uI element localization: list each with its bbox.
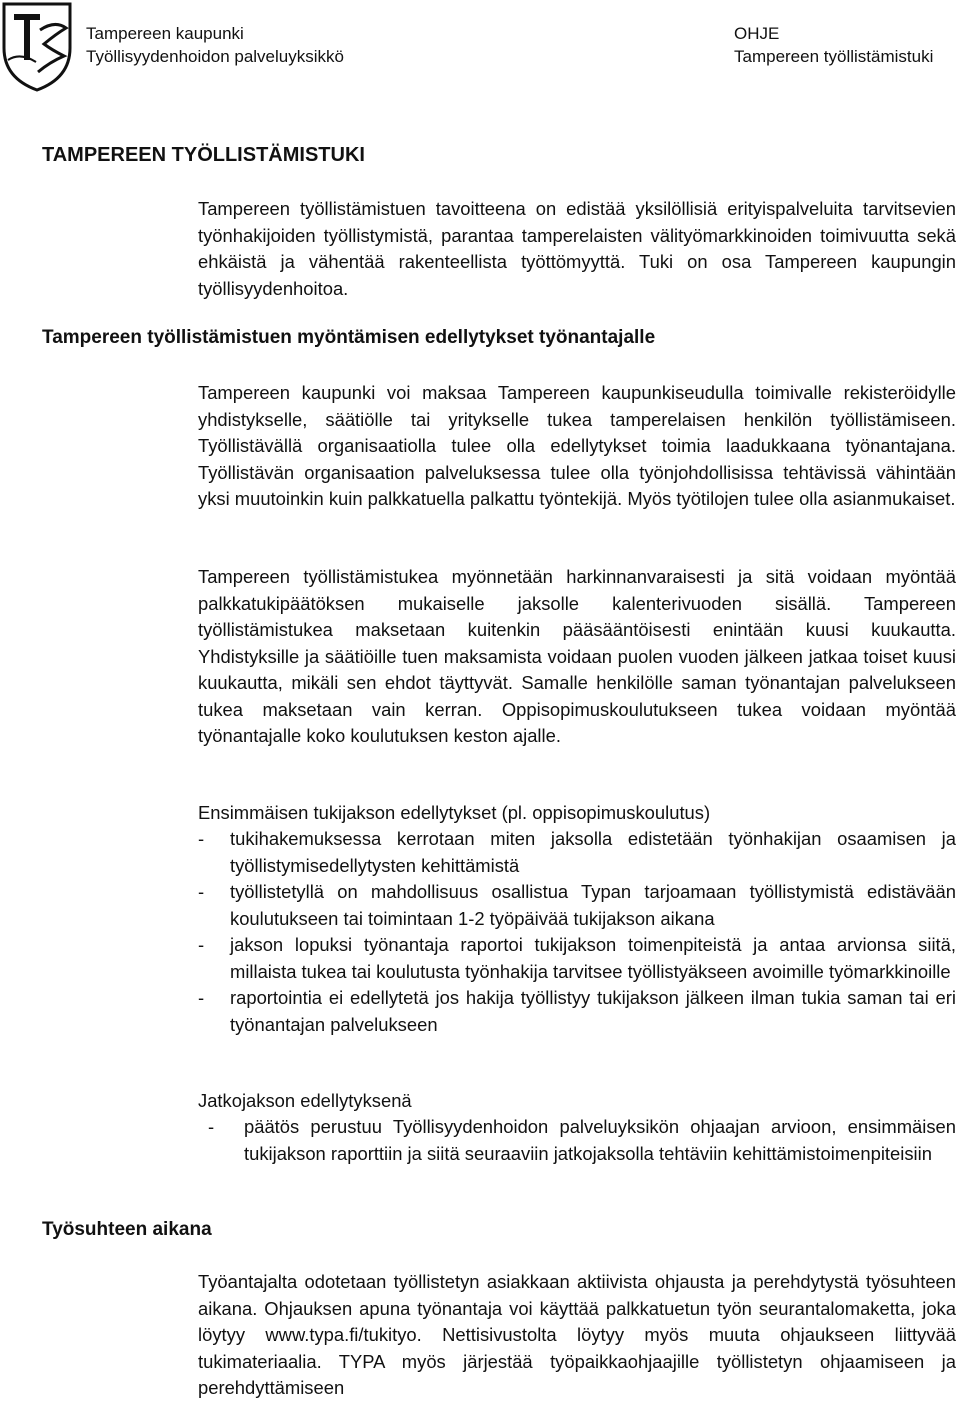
header-doc-label: OHJE	[734, 24, 780, 43]
list-item: - raportointia ei edellytetä jos hakija työllistyy tukijakson jälkeen ilman tukia saman tai eri työnantajan palvelukseen	[198, 987, 956, 1035]
conditions-paragraph-2: Tampereen työllistämistukea myönnetään harkinnanvaraisesti ja sitä voidaan myöntää palkkatukipäätöksen mukaiselle jaksolle kalenterivuoden sisällä. Tampereen työllistämistukea maksetaan kuitenkin pääsääntöisesti enintään kuusi kuukautta. Yhdistyksille ja säätiöille tuen maksamista voidaan puolen vuoden jälkeen jatkaa toiset kuusi kuukautta, mikäli sen ehdot täyttyvät. Samalle henkilölle saman työnantajan palvelukseen tukea maksetaan vain kerran. Oppisopimuskoulutukseen tukea voidaan myöntää työnantajalle koko koulutuksen keston ajalle.	[198, 566, 956, 746]
list-item: - päätös perustuu Työllisyydenhoidon palveluyksikön ohjaajan arvioon, ensimmäisen tukijakson raporttiin ja siitä seuraaviin jatkojaksolla tehtäviin kehittämistoimenpiteisiin	[208, 1116, 956, 1164]
during-employment-paragraph: Työantajalta odotetaan työllistetyn asiakkaan aktiivista ohjausta ja perehdytystä työsuhteen aikana. Ohjauksen apuna työnantaja voi käyttää palkkatuetun työn seurantalomaketta, joka löytyy www.typa.fi/tukityo. Nettisivustolta löytyy myös muuta ohjaukseen liittyvää tukimateriaalia. TYPA myös järjestää työpaikkaohjaajille työllistetyn ohjaamiseen ja perehdyttämiseen	[198, 1271, 956, 1398]
header-organization	[86, 22, 344, 68]
conditions-paragraph-1: Tampereen kaupunki voi maksaa Tampereen kaupunkiseudulla toimivalle rekisteröidylle yhdistykselle, säätiölle tai yritykselle tukea tamperelaisen henkilön työllistämiseen. Työllistävällä organisaatiolla tulee olla edellytykset toimia laadukkaana työnantajana. Työllistävän organisaation palveluksessa tulee olla työnjohdollisissa tehtävissä vähintään yksi muutoinkin kuin palkkatuella palkattu työntekijä. Myös työtilojen tulee olla asianmukaiset.	[198, 382, 956, 509]
intro-paragraph: Tampereen työllistämistuen tavoitteena on edistää yksilöllisiä erityispalveluita tarvitsevien työnhakijoiden työllistymistä, parantaa tamperelaisten välityömarkkinoiden toimivuutta sekä ehkäistä ja vähentää rakenteellista työttömyyttä. Tuki on osa Tampereen kaupungin työllisyydenhoitoa.	[198, 198, 956, 299]
page-title: TAMPEREEN TYÖLLISTÄMISTUKI	[42, 144, 365, 166]
continuation-list	[208, 1114, 956, 1167]
header-document-type	[734, 22, 933, 68]
list-item: - jakson lopuksi työnantaja raportoi tukijakson toimenpiteistä ja antaa arvionsa siitä, millaista tukea tai koulutusta työnhakija tarvitsee työllistyäkseen avoimille työmarkkinoille	[198, 934, 956, 982]
header-unit: Työllisyydenhoidon palveluyksikkö	[86, 47, 344, 66]
header-doc-subject: Tampereen työllistämistuki	[734, 47, 934, 66]
section-heading-during-employment: Työsuhteen aikana	[42, 1219, 212, 1240]
section-heading-employer-conditions: Tampereen työllistämistuen myöntämisen edellytykset työnantajalle	[42, 327, 656, 348]
tampere-coat-of-arms-icon	[0, 0, 74, 92]
header-city: Tampereen kaupunki	[86, 24, 244, 43]
list-item: - tukihakemuksessa kerrotaan miten jaksolla edistetään työnhakijan osaamisen ja työllistymisedellytysten kehittämistä	[198, 828, 956, 876]
first-period-list	[198, 826, 956, 1038]
first-period-heading: Ensimmäisen tukijakson edellytykset (pl. oppisopimuskoulutus)	[198, 802, 711, 823]
continuation-heading: Jatkojakson edellytyksenä	[198, 1090, 412, 1111]
list-item: - työllistetyllä on mahdollisuus osallistua Typan tarjoamaan työllistymistä edistävään koulutukseen tai toimintaan 1-2 työpäivää tukijakson aikana	[198, 881, 956, 929]
